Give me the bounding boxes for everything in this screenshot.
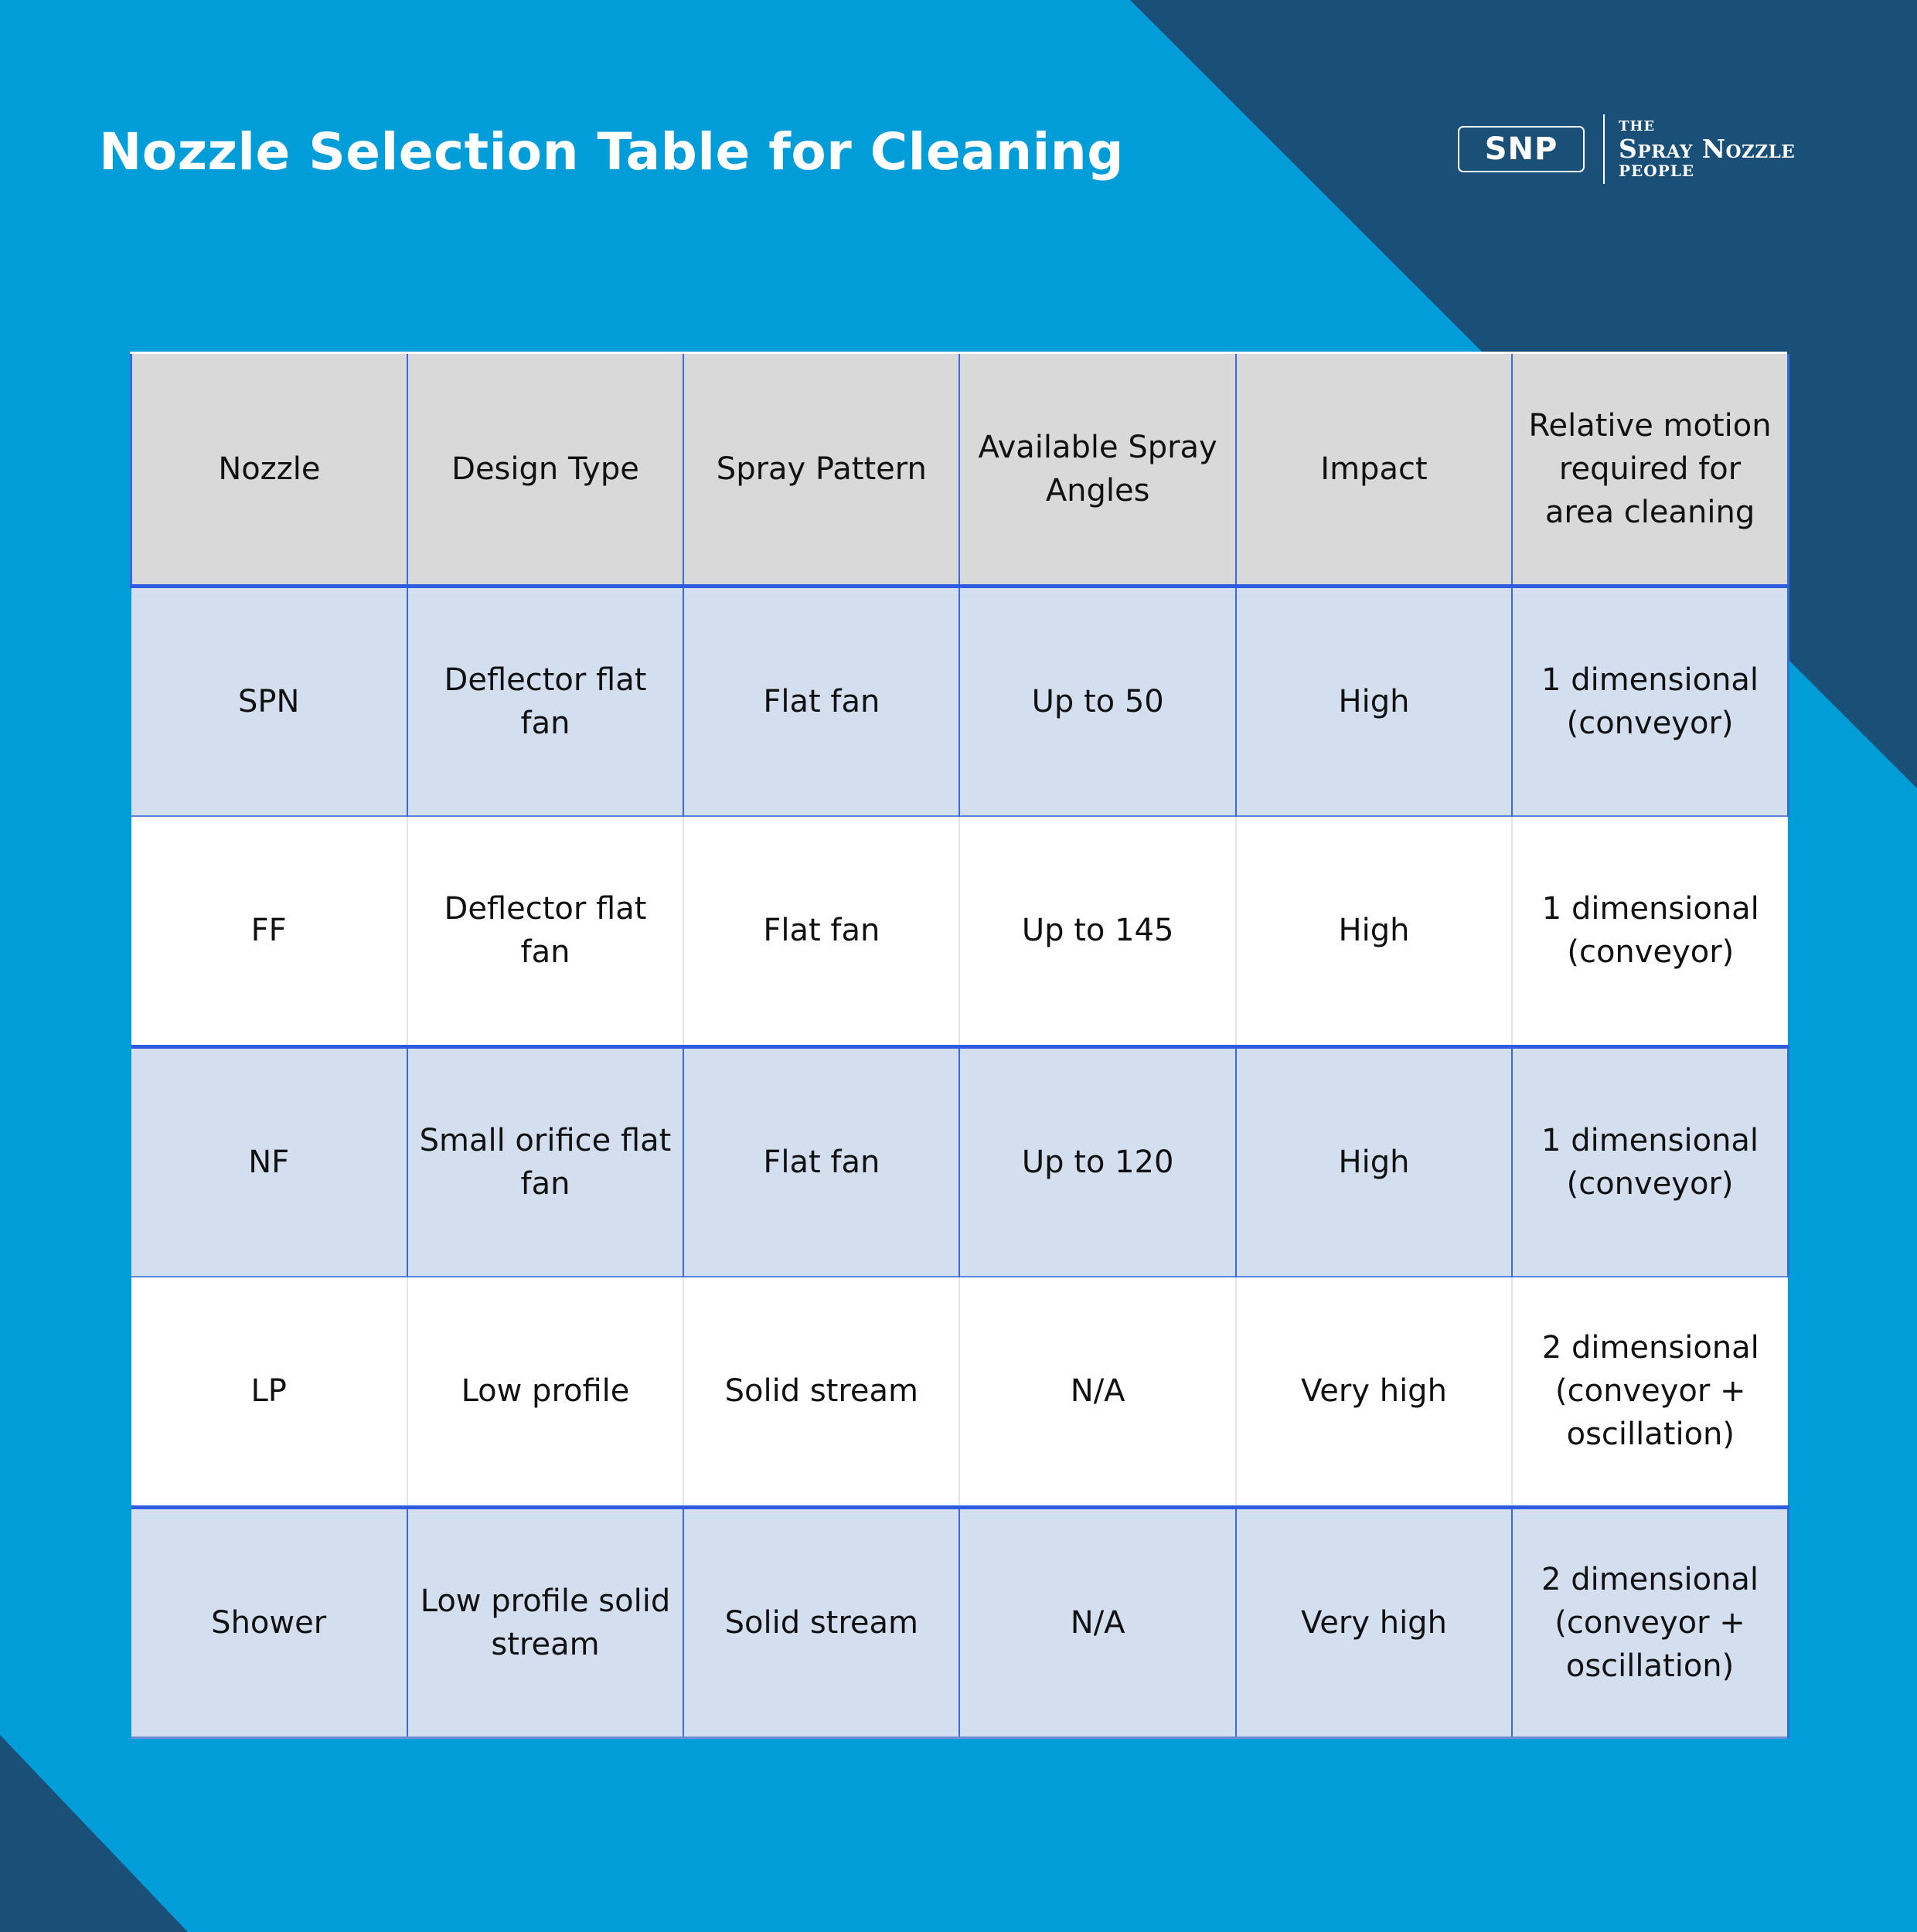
logo-divider xyxy=(1603,114,1605,184)
cell-design-type: Deflector flat fan xyxy=(407,586,683,816)
cell-spray-pattern: Solid stream xyxy=(683,1277,959,1507)
cell-relative-motion: 1 dimensional (conveyor) xyxy=(1512,816,1788,1046)
cell-impact: High xyxy=(1236,816,1512,1046)
cell-spray-angles: N/A xyxy=(959,1507,1235,1737)
table-body xyxy=(131,586,1789,1737)
cell-impact: Very high xyxy=(1236,1507,1512,1737)
cell-spray-angles: Up to 145 xyxy=(959,816,1235,1046)
company-logo xyxy=(1458,111,1795,188)
nozzle-selection-table xyxy=(130,352,1787,1739)
cell-spray-pattern: Solid stream xyxy=(683,1507,959,1737)
cell-spray-pattern: Flat fan xyxy=(683,816,959,1046)
cell-relative-motion: 2 dimensional (conveyor + oscillation) xyxy=(1512,1277,1788,1507)
header-impact: Impact xyxy=(1236,354,1512,586)
cell-nozzle: FF xyxy=(131,816,407,1046)
cell-spray-angles: Up to 50 xyxy=(959,586,1235,816)
cell-design-type: Low profile xyxy=(407,1277,683,1507)
header-design-type: Design Type xyxy=(407,354,683,586)
cell-impact: High xyxy=(1236,586,1512,816)
cell-nozzle: SPN xyxy=(131,586,407,816)
table-row xyxy=(131,586,1789,816)
cell-nozzle: Shower xyxy=(131,1507,407,1737)
logo-wordmark xyxy=(1619,120,1795,179)
table-row xyxy=(131,1046,1789,1277)
cell-spray-pattern: Flat fan xyxy=(683,1046,959,1277)
cell-nozzle: LP xyxy=(131,1277,407,1507)
cell-impact: Very high xyxy=(1236,1277,1512,1507)
header-spray-angles: Available Spray Angles xyxy=(959,354,1235,586)
header-nozzle: Nozzle xyxy=(131,354,407,586)
cell-relative-motion: 1 dimensional (conveyor) xyxy=(1512,1046,1788,1277)
cell-spray-pattern: Flat fan xyxy=(683,586,959,816)
cell-design-type: Deflector flat fan xyxy=(407,816,683,1046)
header-spray-pattern: Spray Pattern xyxy=(683,354,959,586)
cell-design-type: Small orifice flat fan xyxy=(407,1046,683,1277)
header-relative-motion: Relative motion required for area cleaning xyxy=(1512,354,1788,586)
cell-nozzle: NF xyxy=(131,1046,407,1277)
cell-spray-angles: Up to 120 xyxy=(959,1046,1235,1277)
table-row xyxy=(131,816,1789,1046)
logo-line-2: Spray Nozzle xyxy=(1619,134,1796,164)
cell-design-type: Low profile solid stream xyxy=(407,1507,683,1737)
cell-impact: High xyxy=(1236,1046,1512,1277)
cell-spray-angles: N/A xyxy=(959,1277,1235,1507)
logo-line-3: PEOPLE xyxy=(1619,162,1695,180)
page-title: Nozzle Selection Table for Cleaning xyxy=(99,122,1124,182)
selection-table xyxy=(130,354,1789,1739)
cell-relative-motion: 1 dimensional (conveyor) xyxy=(1512,586,1788,816)
table-row xyxy=(131,1277,1789,1507)
logo-mark: SNP xyxy=(1458,126,1585,172)
cell-relative-motion: 2 dimensional (conveyor + oscillation) xyxy=(1512,1507,1788,1737)
header-row xyxy=(131,354,1789,586)
table-row xyxy=(131,1507,1789,1737)
logo-line-1: THE xyxy=(1619,118,1656,134)
table-header xyxy=(131,354,1789,586)
